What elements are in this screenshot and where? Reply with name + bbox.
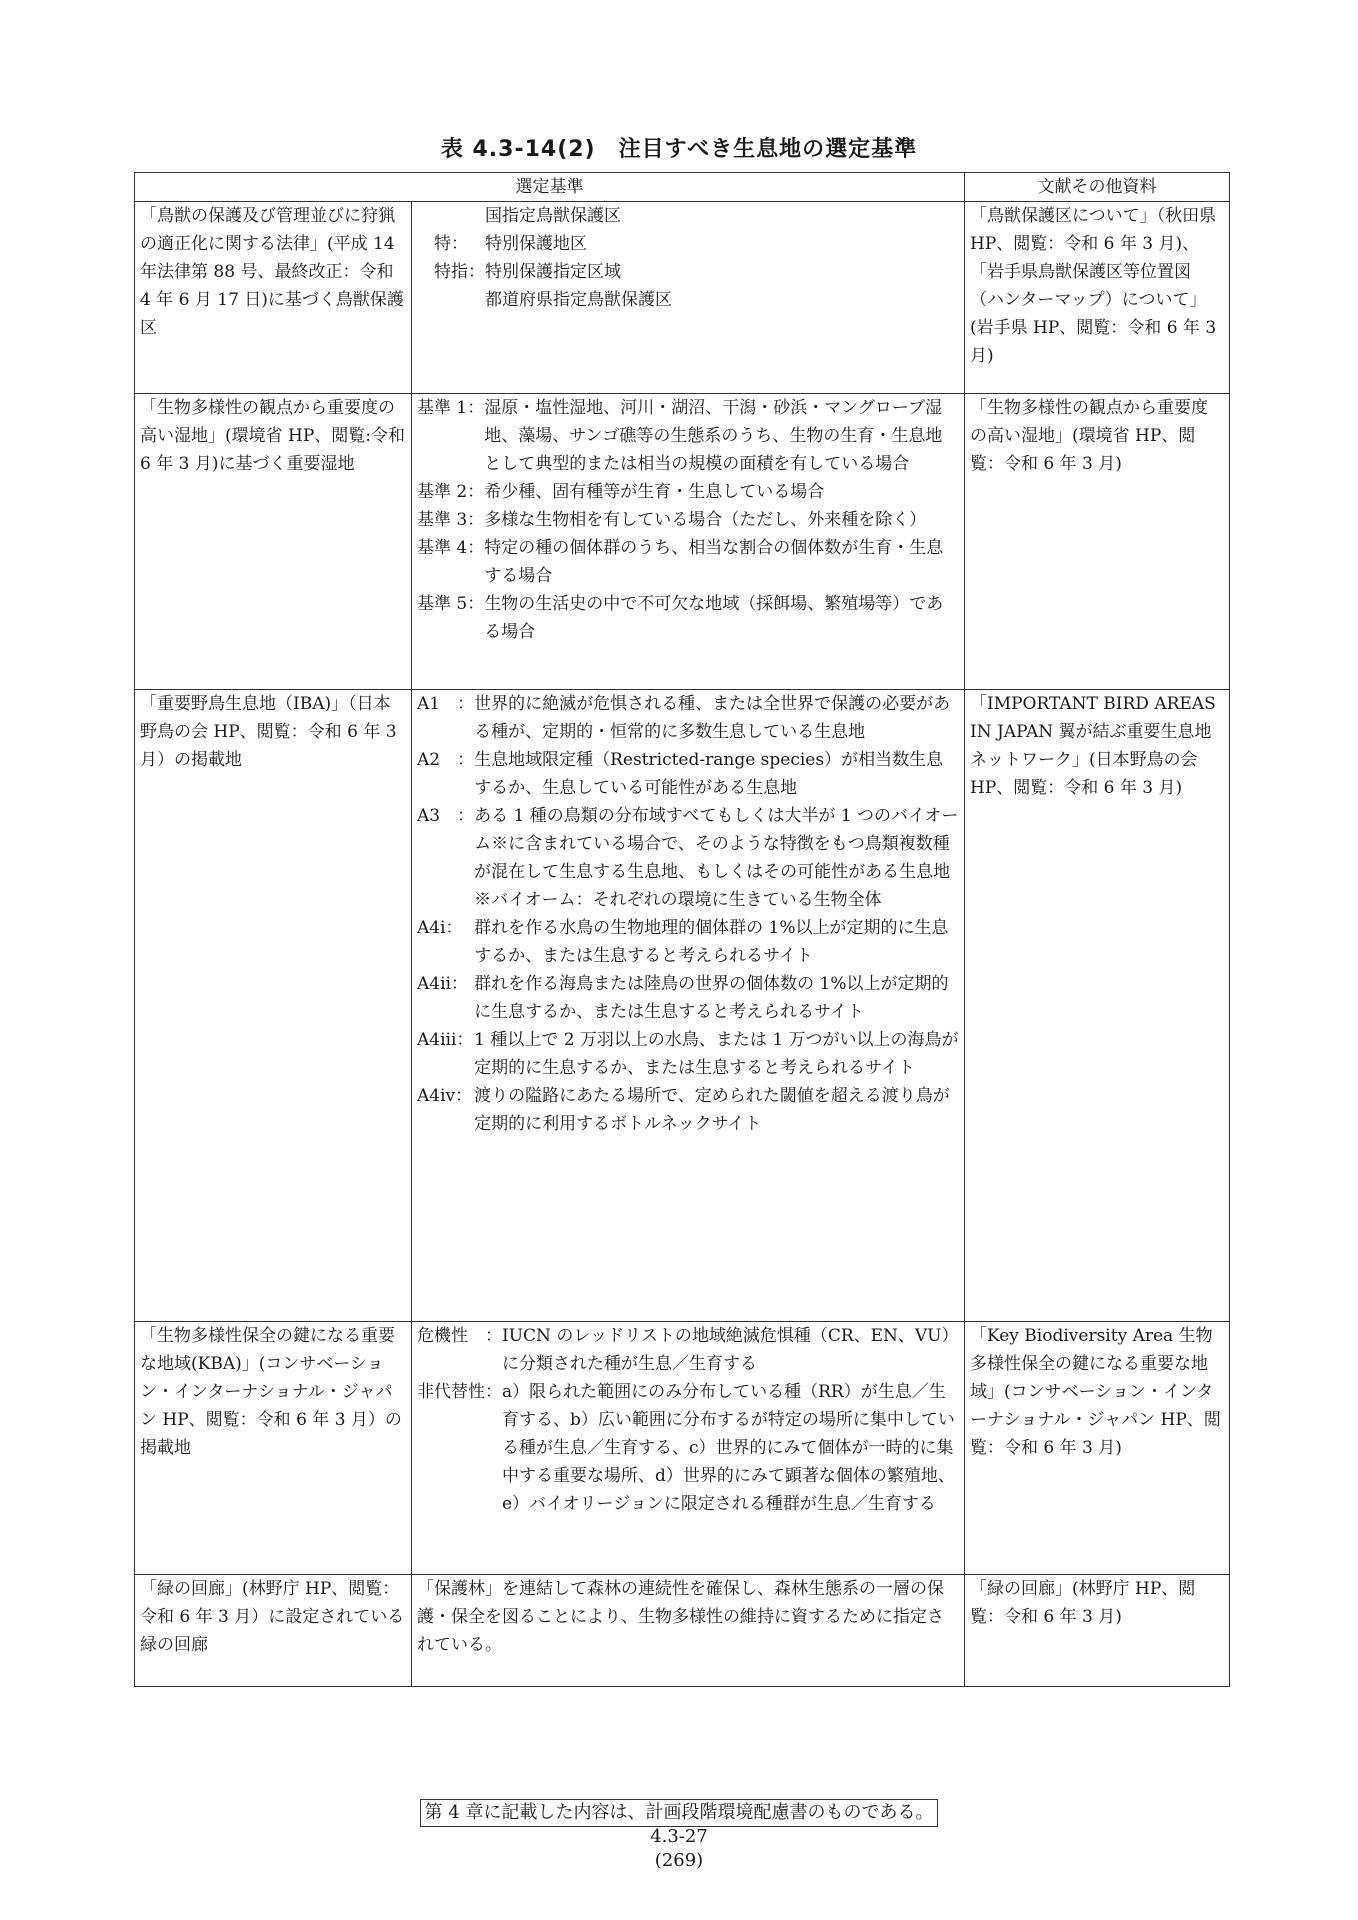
table-header-row	[135, 173, 1230, 202]
criterion-text: 多様な生物相を有している場合（ただし、外来種を除く）	[484, 510, 927, 530]
criteria-list	[417, 202, 959, 314]
criterion-text: 群れを作る海鳥または陸鳥の世界の個体数の 1%以上が定期的に生息するか、または生息すると考えられるサイト	[474, 974, 949, 1022]
row-law: 「鳥獣の保護及び管理並びに狩猟の適正化に関する法律」(平成 14 年法律第 88 号、最終改正：令和 4 年 6 月 17 日)に基づく鳥獣保護区	[135, 202, 412, 394]
row-criteria	[412, 1322, 965, 1575]
criterion-text: 群れを作る水鳥の生物地理的個体群の 1%以上が定期的に生息するか、または生息すると考えられるサイト	[474, 918, 949, 966]
criterion-text: 特定の種の個体群のうち、相当な割合の個体数が生育・生息する場合	[484, 538, 944, 586]
row-criteria	[412, 1575, 965, 1687]
footer-note-text: 第 4 章に記載した内容は、計画段階環境配慮書のものである。	[420, 1799, 939, 1827]
row-law: 「生物多様性の観点から重要度の高い湿地」(環境省 HP、閲覧:令和 6 年 3 月)に基づく重要湿地	[135, 394, 412, 690]
criterion-text: 特別保護指定区域	[485, 262, 621, 282]
row-source: 「鳥獣保護区について」（秋田県 HP、閲覧：令和 6 年 3 月)、「岩手県鳥獣保護区等位置図（ハンターマップ）について」(岩手県 HP、閲覧：令和 6 年 3 月)	[965, 202, 1230, 394]
criterion-text: 都道府県指定鳥獣保護区	[485, 290, 672, 310]
criterion-label: 基準 5：	[417, 594, 485, 614]
criterion-label: A4ⅳ：	[417, 1086, 473, 1106]
table-row	[135, 202, 1230, 394]
criterion-label: 非代替性：	[417, 1382, 502, 1402]
criterion-text: 世界的に絶滅が危惧される種、または全世界で保護の必要がある種が、定期的・恒常的に多数生息している生息地	[474, 694, 951, 742]
criteria-list	[417, 1322, 959, 1518]
criterion-label: 基準 3：	[417, 510, 485, 530]
criterion-label: A1 ：	[417, 694, 475, 714]
criterion-label: 特：	[417, 234, 468, 254]
table-row	[135, 690, 1230, 1322]
table-title: 表 4.3-14(2) 注目すべき生息地の選定基準	[440, 137, 918, 162]
criterion-label: 基準 4：	[417, 538, 485, 558]
criteria-table	[134, 172, 1230, 1687]
table-row	[135, 394, 1230, 690]
row-law: 「生物多様性保全の鍵になる重要な地域(KBA)」(コンサベーション・インターナショナル・ジャパン HP、閲覧：令和 6 年 3 月）の掲載地	[135, 1322, 412, 1575]
row-source: 「緑の回廊」(林野庁 HP、閲覧：令和 6 年 3 月)	[965, 1575, 1230, 1687]
criterion-text: ある 1 種の鳥類の分布域すべてもしくは大半が 1 つのバイオーム※に含まれている場合で、そのような特徴をもつ鳥類複数種が混在して生息する生息地、もしくはその可能性がある生息地	[474, 806, 959, 882]
criterion-label: 基準 1：	[417, 398, 485, 418]
criterion-label	[417, 286, 485, 314]
header-sources: 文献その他資料	[965, 173, 1230, 202]
criterion-text: 湿原・塩性湿地、河川・湖沼、干潟・砂浜・マングローブ湿地、藻場、サンゴ礁等の生態系のうち、生物の生育・生息地として典型的または相当の規模の面積を有している場合	[484, 398, 943, 474]
criterion-text: 特別保護地区	[485, 234, 587, 254]
criterion-label: A2 ：	[417, 750, 475, 770]
criterion-text: 生息地域限定種（Restricted-range species）が相当数生息するか、生息している可能性がある生息地	[474, 750, 944, 798]
row-criteria	[412, 202, 965, 394]
table-row	[135, 1322, 1230, 1575]
criterion-text: 生物の生活史の中で不可欠な地域（採餌場、繁殖場等）である場合	[484, 594, 944, 642]
row-source: 「生物多様性の観点から重要度の高い湿地」(環境省 HP、閲覧：令和 6 年 3 月)	[965, 394, 1230, 690]
row-law: 「緑の回廊」(林野庁 HP、閲覧：令和 6 年 3 月）に設定されている緑の回廊	[135, 1575, 412, 1687]
criterion-label: 危機性 ：	[417, 1326, 502, 1346]
criterion-text: ※バイオーム：それぞれの環境に生きている生物全体	[474, 890, 882, 910]
criterion-text: 渡りの隘路にあたる場所で、定められた閾値を超える渡り鳥が定期的に利用するボトルネックサイト	[474, 1086, 950, 1134]
page-total: (269)	[654, 1850, 704, 1871]
criterion-text: 1 種以上で 2 万羽以上の水鳥、または 1 万つがい以上の海鳥が定期的に生息するか、または生息すると考えられるサイト	[474, 1030, 959, 1078]
criterion-label: A4ⅰ：	[417, 918, 463, 938]
criterion-text: 希少種、固有種等が生育・生息している場合	[484, 482, 825, 502]
criterion-label: A4ⅱ：	[417, 974, 468, 994]
row-law: 「重要野鳥生息地（IBA)」（日本野鳥の会 HP、閲覧：令和 6 年 3 月）の掲載地	[135, 690, 412, 1322]
header-criteria: 選定基準	[135, 173, 965, 202]
criterion-label: A4ⅲ：	[417, 1030, 474, 1050]
row-criteria	[412, 394, 965, 690]
criterion-label: 基準 2：	[417, 482, 485, 502]
table-row	[135, 1575, 1230, 1687]
row-source: 「IMPORTANT BIRD AREAS IN JAPAN 翼が結ぶ重要生息地ネットワーク」(日本野鳥の会 HP、閲覧：令和 6 年 3 月)	[965, 690, 1230, 1322]
row-source: 「Key Biodiversity Area 生物多様性保全の鍵になる重要な地域」(コンサベーション・インターナショナル・ジャパン HP、閲覧：令和 6 年 3 月)	[965, 1322, 1230, 1575]
criterion-label: 特指：	[417, 262, 485, 282]
footer-note	[0, 1799, 1358, 1827]
criterion-text: 「保護林」を連結して森林の連続性を確保し、森林生態系の一層の保護・保全を図ることにより、生物多様性の維持に資するために指定されている。	[417, 1579, 944, 1655]
criterion-label	[417, 886, 474, 914]
criterion-label	[417, 202, 485, 230]
criteria-list	[417, 690, 959, 1138]
criterion-text: IUCN のレッドリストの地域絶滅危惧種（CR、EN、VU）に分類された種が生息／生育する	[502, 1326, 959, 1374]
row-criteria	[412, 690, 965, 1322]
criterion-text: 国指定鳥獣保護区	[485, 206, 621, 226]
criteria-list	[417, 394, 959, 646]
criterion-label: A3 ：	[417, 806, 475, 826]
page-number: 4.3-27	[650, 1826, 708, 1847]
criterion-text: a）限られた範囲にのみ分布している種（RR）が生息／生育する、b）広い範囲に分布するが特定の場所に集中している種が生息／生育する、c）世界的にみて個体が一時的に集中する重要な場所、d）世界的にみて顕著な個体の繁殖地、e）バイオリージョンに限定される種群が生息／生育する	[502, 1382, 955, 1514]
